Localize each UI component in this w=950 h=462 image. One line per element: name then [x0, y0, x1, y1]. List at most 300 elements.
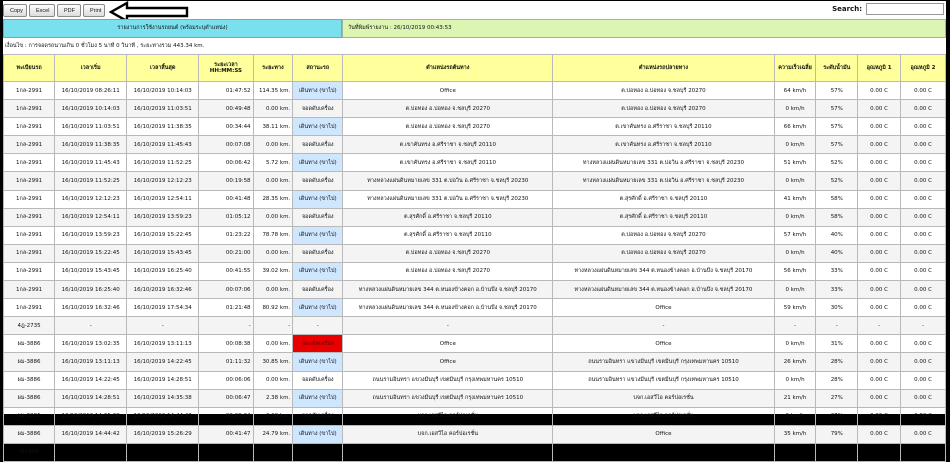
table-cell: - — [293, 443, 343, 461]
table-cell: ต.สุรศักดิ์ อ.ศรีราชา จ.ชลบุรี 20110 — [553, 208, 774, 226]
table-cell: 0.00 C — [858, 190, 901, 208]
column-header[interactable]: อุณหภูมิ 2 — [901, 55, 946, 82]
table-cell: ต.บ่อทอง อ.บ่อทอง จ.ชลบุรี 20270 — [553, 82, 774, 100]
table-cell: - — [816, 317, 858, 335]
table-cell: ทางหลวงแผ่นดินหมายเลข 344 ต.หนองข้างคอก อ.บ้านบึง จ.ชลบุรี 20170 — [553, 281, 774, 299]
table-cell: 0.00 C — [901, 262, 946, 280]
table-row — [4, 226, 946, 244]
table-cell: 0.00 C — [901, 353, 946, 371]
table-cell: 16/10/2019 13:02:35 — [55, 335, 127, 353]
table-cell: 1กล-2991 — [4, 190, 55, 208]
table-cell: บจก.เอสวีไอ คอร์ปอเรชั่น — [343, 425, 553, 443]
table-cell: ทางหลวงแผ่นดินหมายเลข 331 ต.บ่อวิน อ.ศรีราชา จ.ชลบุรี 20230 — [343, 190, 553, 208]
table-row — [4, 100, 946, 118]
table-cell: 35 km/h — [774, 425, 816, 443]
table-cell: 0.00 km. — [253, 172, 293, 190]
table-cell: 0 km/h — [774, 208, 816, 226]
table-cell: ต.บ่อทอง อ.บ่อทอง จ.ชลบุรี 20270 — [343, 118, 553, 136]
table-cell: 0.00 C — [901, 172, 946, 190]
table-row — [4, 172, 946, 190]
table-cell: 0.00 C — [901, 100, 946, 118]
table-cell: 0 km/h — [774, 407, 816, 425]
table-cell: 00:06:06 — [199, 371, 253, 389]
table-cell: 16/10/2019 16:32:46 — [55, 299, 127, 317]
table-cell: 1กล-2991 — [4, 172, 55, 190]
table-cell: 1กล-2991 — [4, 154, 55, 172]
table-cell: ต.สุรศักดิ์ อ.ศรีราชา จ.ชลบุรี 20110 — [553, 190, 774, 208]
table-cell: 0.00 C — [901, 407, 946, 425]
pdf-button[interactable]: PDF — [57, 4, 81, 17]
table-cell: 80.92 km. — [253, 299, 293, 317]
table-cell: 0.00 C — [858, 118, 901, 136]
table-cell: 58% — [816, 190, 858, 208]
table-cell: ต.เขาคันทรง อ.ศรีราชา จ.ชลบุรี 20110 — [553, 136, 774, 154]
table-cell: 0 km/h — [774, 136, 816, 154]
table-cell: 16/10/2019 13:59:23 — [55, 226, 127, 244]
table-cell: 0.00 C — [858, 136, 901, 154]
table-cell: 16/10/2019 11:03:51 — [55, 118, 127, 136]
table-cell: 40% — [816, 226, 858, 244]
status-badge: จอดดับเครื่อง — [293, 371, 343, 389]
table-cell: 1กล-2991 — [4, 136, 55, 154]
table-cell: 0 km/h — [774, 371, 816, 389]
table-cell: 0.00 C — [858, 299, 901, 317]
table-cell: 56 km/h — [774, 262, 816, 280]
table-cell: Office — [553, 299, 774, 317]
table-cell: 1กล-2991 — [4, 299, 55, 317]
table-cell: 57% — [816, 82, 858, 100]
table-cell: 0.00 km. — [253, 208, 293, 226]
table-cell: 38.11 km. — [253, 118, 293, 136]
table-cell: 16/10/2019 11:45:43 — [127, 136, 199, 154]
table-cell: 0.00 C — [858, 371, 901, 389]
status-badge: เดินทาง (ขาไป) — [293, 262, 343, 280]
table-cell: 16/10/2019 15:43:45 — [127, 244, 199, 262]
export-toolbar — [3, 1, 946, 18]
table-cell: 57% — [816, 136, 858, 154]
table-cell: 114.35 km. — [253, 82, 293, 100]
column-header[interactable]: สถานะรถ — [293, 55, 343, 82]
search-input[interactable] — [866, 3, 944, 15]
table-cell: ต.สุรศักดิ์ อ.ศรีราชา จ.ชลบุรี 20110 — [343, 226, 553, 244]
table-cell: ผม-3886 — [4, 407, 55, 425]
table-cell: 1กล-2991 — [4, 262, 55, 280]
table-cell: ต.บ่อทอง อ.บ่อทอง จ.ชลบุรี 20270 — [553, 226, 774, 244]
table-cell: - — [553, 317, 774, 335]
table-row — [4, 82, 946, 100]
table-cell: 16/10/2019 11:38:35 — [55, 136, 127, 154]
column-header[interactable]: ทะเบียนรถ — [4, 55, 55, 82]
table-cell: 28% — [816, 353, 858, 371]
table-cell: ต.เขาคันทรง อ.ศรีราชา จ.ชลบุรี 20110 — [343, 136, 553, 154]
table-cell: 0.00 C — [901, 425, 946, 443]
report-page — [3, 1, 946, 456]
table-cell: 00:19:58 — [199, 172, 253, 190]
table-cell: 0.00 km. — [253, 281, 293, 299]
table-cell: 31% — [816, 335, 858, 353]
table-cell: ต.บ่อทอง อ.บ่อทอง จ.ชลบุรี 20270 — [343, 262, 553, 280]
table-cell: 00:34:44 — [199, 118, 253, 136]
table-cell: 0.00 C — [858, 335, 901, 353]
table-cell: 1กล-2991 — [4, 82, 55, 100]
table-row — [4, 353, 946, 371]
table-cell: 01:23:22 — [199, 226, 253, 244]
table-cell: 33% — [816, 281, 858, 299]
table-cell: 27% — [816, 407, 858, 425]
table-cell: 0 km/h — [774, 100, 816, 118]
table-cell: 16/10/2019 11:38:35 — [127, 118, 199, 136]
table-cell: 58% — [816, 208, 858, 226]
table-cell: 21 km/h — [774, 389, 816, 407]
table-cell: 1กล-2991 — [4, 244, 55, 262]
table-cell: 00:06:47 — [199, 389, 253, 407]
column-header[interactable]: ความเร็วเฉลี่ย — [774, 55, 816, 82]
status-badge: เดินทาง (ขาไป) — [293, 190, 343, 208]
table-cell: 2.38 km. — [253, 389, 293, 407]
report-info-bar — [3, 19, 946, 38]
table-cell: 52% — [816, 154, 858, 172]
table-cell: - — [253, 317, 293, 335]
table-cell: - — [816, 443, 858, 461]
table-cell: Office — [553, 335, 774, 353]
table-cell: 79% — [816, 425, 858, 443]
report-title: รายงานการใช้งานรถยนต์ (พร้อมระบุตำแหน่ง) — [3, 19, 342, 38]
table-cell: 16/10/2019 14:44:42 — [127, 407, 199, 425]
status-badge: เดินทาง (ขาไป) — [293, 353, 343, 371]
column-header[interactable]: ตำแหน่งรถปลายทาง — [553, 55, 774, 82]
status-badge: จอดดับเครื่อง — [293, 100, 343, 118]
table-cell: 0.00 C — [858, 244, 901, 262]
table-cell: 00:09:04 — [199, 407, 253, 425]
table-cell: 16/10/2019 13:11:13 — [55, 353, 127, 371]
table-cell: 0.00 C — [901, 154, 946, 172]
excel-button[interactable]: Excel — [29, 4, 55, 17]
table-cell: 0.00 C — [901, 82, 946, 100]
table-cell: 0.00 km. — [253, 136, 293, 154]
table-cell: 16/10/2019 11:52:25 — [127, 154, 199, 172]
table-cell: 26 km/h — [774, 353, 816, 371]
table-cell: 16/10/2019 11:03:51 — [127, 100, 199, 118]
table-cell: 1กล-2991 — [4, 208, 55, 226]
table-cell: Office — [553, 425, 774, 443]
status-badge: เดินทาง (ขาไป) — [293, 118, 343, 136]
status-badge: จอดดับเครื่อง — [293, 407, 343, 425]
table-cell: 0.00 km. — [253, 407, 293, 425]
table-cell: - — [55, 317, 127, 335]
table-row — [4, 154, 946, 172]
table-cell: ถนนรามอินทรา แขวงมีนบุรี เขตมีนบุรี กรุงเทพมหานคร 10510 — [553, 353, 774, 371]
table-cell: 0.00 C — [858, 154, 901, 172]
table-cell: 0.00 C — [858, 281, 901, 299]
table-cell: 0.00 C — [858, 172, 901, 190]
table-cell: 16/10/2019 15:26:29 — [127, 425, 199, 443]
table-cell: 16/10/2019 12:54:11 — [127, 190, 199, 208]
table-cell: ต.สุรศักดิ์ อ.ศรีราชา จ.ชลบุรี 20110 — [343, 208, 553, 226]
table-cell: 0.00 C — [858, 407, 901, 425]
table-cell: 1กล-2991 — [4, 118, 55, 136]
table-cell: 30.85 km. — [253, 353, 293, 371]
status-badge: เดินทาง (ขาไป) — [293, 299, 343, 317]
column-header[interactable]: ระดับน้ำมัน — [816, 55, 858, 82]
table-cell: 57 km/h — [774, 226, 816, 244]
table-cell: 16/10/2019 16:25:40 — [127, 262, 199, 280]
table-cell: 16/10/2019 11:52:25 — [55, 172, 127, 190]
table-cell: 0.00 km. — [253, 335, 293, 353]
table-cell: 0.00 C — [901, 335, 946, 353]
table-cell: ต.เขาคันทรง อ.ศรีราชา จ.ชลบุรี 20110 — [553, 118, 774, 136]
table-cell: 00:49:48 — [199, 100, 253, 118]
table-row — [4, 389, 946, 407]
table-cell: - — [199, 443, 253, 461]
table-cell: ต.บ่อทอง อ.บ่อทอง จ.ชลบุรี 20270 — [343, 244, 553, 262]
table-cell: 0.00 C — [901, 190, 946, 208]
table-cell: - — [199, 317, 253, 335]
table-cell: 00:07:08 — [199, 136, 253, 154]
table-cell: 52% — [816, 172, 858, 190]
table-cell: 16/10/2019 14:35:38 — [55, 407, 127, 425]
table-cell: 51 km/h — [774, 154, 816, 172]
table-cell: 0 km/h — [774, 335, 816, 353]
table-cell: 0.00 km. — [253, 244, 293, 262]
table-cell: 0.00 km. — [253, 371, 293, 389]
table-cell: ผม-3886 — [4, 389, 55, 407]
table-cell: 0.00 C — [901, 389, 946, 407]
print-date: วันที่พิมพ์รายงาน : 26/10/2019 00:43:53 — [342, 19, 946, 38]
table-cell: ถนนรามอินทรา แขวงมีนบุรี เขตมีนบุรี กรุงเทพมหานคร 10510 — [343, 371, 553, 389]
table-cell: 00:21:00 — [199, 244, 253, 262]
table-cell: 40% — [816, 244, 858, 262]
table-cell: - — [774, 443, 816, 461]
table-row — [4, 281, 946, 299]
table-row — [4, 335, 946, 353]
table-cell: 01:05:12 — [199, 208, 253, 226]
trip-table — [3, 54, 946, 462]
table-cell: 0.00 C — [901, 118, 946, 136]
table-cell: 16/10/2019 08:26:11 — [55, 82, 127, 100]
table-cell: 00:08:38 — [199, 335, 253, 353]
table-cell: ทางหลวงแผ่นดินหมายเลข 331 ต.บ่อวิน อ.ศรีราชา จ.ชลบุรี 20230 — [553, 154, 774, 172]
table-cell: 16/10/2019 16:32:46 — [127, 281, 199, 299]
table-cell: - — [901, 443, 946, 461]
table-cell: 4ฎ-2735 — [4, 317, 55, 335]
table-cell: ผม-3886 — [4, 353, 55, 371]
table-cell: 1กล-2991 — [4, 100, 55, 118]
status-badge: จอดดับเครื่อง — [293, 244, 343, 262]
status-badge: จอดดับเครื่อง — [293, 136, 343, 154]
table-cell: บจก.เอสวีไอ คอร์ปอเรชั่น — [553, 389, 774, 407]
table-cell: 00:41:55 — [199, 262, 253, 280]
table-cell: ผม-3886 — [4, 335, 55, 353]
table-row — [4, 425, 946, 443]
table-cell: 16/10/2019 10:14:03 — [55, 100, 127, 118]
table-cell: 0.00 C — [901, 244, 946, 262]
status-badge: จอดติดเครื่อง — [293, 335, 343, 353]
table-cell: 00:41:47 — [199, 425, 253, 443]
status-badge: เดินทาง (ขาไป) — [293, 425, 343, 443]
table-cell: 0.00 C — [858, 226, 901, 244]
table-cell: 01:47:52 — [199, 82, 253, 100]
table-cell: ผม-3886 — [4, 425, 55, 443]
table-header-row — [4, 55, 946, 82]
table-cell: 16/10/2019 15:22:45 — [55, 244, 127, 262]
table-cell: 24.79 km. — [253, 425, 293, 443]
search-label: Search: — [832, 5, 862, 13]
table-cell: 01:11:32 — [199, 353, 253, 371]
table-cell: 57% — [816, 100, 858, 118]
status-badge: จอดดับเครื่อง — [293, 281, 343, 299]
column-header[interactable]: ระยะเวลา HH:MM:SS — [199, 55, 253, 82]
table-cell: - — [553, 443, 774, 461]
table-cell: บจก.เอสวีไอ คอร์ปอเรชั่น — [553, 407, 774, 425]
table-cell: 27% — [816, 389, 858, 407]
table-cell: 0.00 C — [858, 208, 901, 226]
table-cell: 39.02 km. — [253, 262, 293, 280]
table-row — [4, 244, 946, 262]
table-cell: 0.00 C — [901, 136, 946, 154]
table-cell: 0.00 C — [901, 371, 946, 389]
table-cell: ศก-409 — [4, 443, 55, 461]
table-row — [4, 299, 946, 317]
status-badge: เดินทาง (ขาไป) — [293, 226, 343, 244]
table-cell: 16/10/2019 13:11:13 — [127, 335, 199, 353]
table-cell: 0.00 C — [858, 82, 901, 100]
table-cell: 16/10/2019 14:22:45 — [55, 371, 127, 389]
table-cell: 16/10/2019 17:54:34 — [127, 299, 199, 317]
table-cell: 0.00 C — [858, 100, 901, 118]
table-cell: 16/10/2019 10:14:03 — [127, 82, 199, 100]
status-badge: จอดดับเครื่อง — [293, 172, 343, 190]
report-summary: เงื่อนไข : การจอดรถนานเกิน 0 ชั่วโมง 5 นาที 0 วินาที , ระยะทางรวม 443.34 km. — [5, 43, 205, 49]
table-cell: 16/10/2019 14:28:51 — [55, 389, 127, 407]
table-row — [4, 208, 946, 226]
table-cell: 28.35 km. — [253, 190, 293, 208]
table-row — [4, 407, 946, 425]
table-cell: 16/10/2019 12:12:23 — [127, 172, 199, 190]
table-cell: 0 km/h — [774, 172, 816, 190]
status-badge: เดินทาง (ขาไป) — [293, 389, 343, 407]
table-row — [4, 317, 946, 335]
table-cell: 0.00 C — [901, 299, 946, 317]
table-cell: 16/10/2019 15:43:45 — [55, 262, 127, 280]
table-cell: 16/10/2019 14:22:45 — [127, 353, 199, 371]
table-cell: Office — [343, 335, 553, 353]
table-row — [4, 118, 946, 136]
table-cell: - — [253, 443, 293, 461]
table-row — [4, 136, 946, 154]
table-cell: 01:21:48 — [199, 299, 253, 317]
table-cell: 1กล-2991 — [4, 281, 55, 299]
table-cell: ทางหลวงแผ่นดินหมายเลข 344 ต.หนองข้างคอก อ.บ้านบึง จ.ชลบุรี 20170 — [343, 299, 553, 317]
table-cell: ต.บ่อทอง อ.บ่อทอง จ.ชลบุรี 20270 — [343, 100, 553, 118]
table-cell: 28% — [816, 371, 858, 389]
table-cell: 16/10/2019 14:44:42 — [55, 425, 127, 443]
column-header[interactable]: ระยะทาง — [253, 55, 293, 82]
table-cell: ผม-3886 — [4, 371, 55, 389]
table-cell: 00:41:48 — [199, 190, 253, 208]
table-cell: 16/10/2019 11:45:43 — [55, 154, 127, 172]
table-row — [4, 371, 946, 389]
table-cell: 16/10/2019 15:22:45 — [127, 226, 199, 244]
table-cell: 0 km/h — [774, 281, 816, 299]
table-cell: 16/10/2019 14:28:51 — [127, 371, 199, 389]
table-cell: ถนนรามอินทรา แขวงมีนบุรี เขตมีนบุรี กรุงเทพมหานคร 10510 — [553, 371, 774, 389]
table-cell: ทางหลวงแผ่นดินหมายเลข 331 ต.บ่อวิน อ.ศรีราชา จ.ชลบุรี 20230 — [343, 172, 553, 190]
table-cell: - — [343, 317, 553, 335]
table-cell: - — [858, 317, 901, 335]
table-cell: 41 km/h — [774, 190, 816, 208]
table-cell: 5.72 km. — [253, 154, 293, 172]
table-cell: - — [55, 443, 127, 461]
table-cell: 16/10/2019 14:35:38 — [127, 389, 199, 407]
table-cell: 30% — [816, 299, 858, 317]
table-cell: บจก.เอสวีไอ คอร์ปอเรชั่น — [343, 407, 553, 425]
status-badge: เดินทาง (ขาไป) — [293, 82, 343, 100]
table-row — [4, 262, 946, 280]
table-cell: 78.78 km. — [253, 226, 293, 244]
table-cell: - — [343, 443, 553, 461]
table-cell: 16/10/2019 12:54:11 — [55, 208, 127, 226]
table-cell: Office — [343, 82, 553, 100]
table-row — [4, 190, 946, 208]
column-header[interactable]: อุณหภูมิ 1 — [858, 55, 901, 82]
table-cell: 0.00 km. — [253, 100, 293, 118]
column-header[interactable]: เวลาเริ่ม — [55, 55, 127, 82]
table-cell: 16/10/2019 13:59:23 — [127, 208, 199, 226]
table-cell: ทางหลวงแผ่นดินหมายเลข 344 ต.หนองข้างคอก อ.บ้านบึง จ.ชลบุรี 20170 — [343, 281, 553, 299]
table-cell: 57% — [816, 118, 858, 136]
table-cell: 0.00 C — [858, 389, 901, 407]
table-cell: 59 km/h — [774, 299, 816, 317]
table-cell: - — [858, 443, 901, 461]
table-cell: ต.เขาคันทรง อ.ศรีราชา จ.ชลบุรี 20110 — [343, 154, 553, 172]
print-button[interactable]: Print — [83, 4, 105, 17]
table-cell: 0.00 C — [901, 226, 946, 244]
table-cell: - — [901, 317, 946, 335]
table-row — [4, 443, 946, 461]
table-cell: ต.บ่อทอง อ.บ่อทอง จ.ชลบุรี 20270 — [553, 100, 774, 118]
table-cell: 00:07:06 — [199, 281, 253, 299]
table-cell: 33% — [816, 262, 858, 280]
trip-table-wrapper — [3, 54, 946, 456]
table-cell: 1กล-2991 — [4, 226, 55, 244]
table-cell: 64 km/h — [774, 82, 816, 100]
table-cell: 0.00 C — [858, 425, 901, 443]
table-cell: 0 km/h — [774, 244, 816, 262]
table-cell: ทางหลวงแผ่นดินหมายเลข 331 ต.บ่อวิน อ.ศรีราชา จ.ชลบุรี 20230 — [553, 172, 774, 190]
table-cell: 16/10/2019 16:25:40 — [55, 281, 127, 299]
column-header[interactable]: เวลาสิ้นสุด — [127, 55, 199, 82]
table-cell: - — [127, 317, 199, 335]
table-cell: Office — [343, 353, 553, 371]
status-badge: เดินทาง (ขาไป) — [293, 154, 343, 172]
table-cell: - — [293, 317, 343, 335]
table-cell: 0.00 C — [901, 208, 946, 226]
column-header[interactable]: ตำแหน่งรถต้นทาง — [343, 55, 553, 82]
table-cell: 0.00 C — [858, 262, 901, 280]
table-cell: 16/10/2019 12:12:23 — [55, 190, 127, 208]
table-cell: ถนนรามอินทรา แขวงมีนบุรี เขตมีนบุรี กรุงเทพมหานคร 10510 — [343, 389, 553, 407]
table-cell: 66 km/h — [774, 118, 816, 136]
status-badge: จอดดับเครื่อง — [293, 208, 343, 226]
table-cell: ต.บ่อทอง อ.บ่อทอง จ.ชลบุรี 20270 — [553, 244, 774, 262]
table-cell: 0.00 C — [858, 353, 901, 371]
table-cell: - — [774, 317, 816, 335]
table-cell: ทางหลวงแผ่นดินหมายเลข 344 ต.หนองข้างคอก อ.บ้านบึง จ.ชลบุรี 20170 — [553, 262, 774, 280]
copy-button[interactable]: Copy — [3, 4, 27, 17]
table-cell: 00:06:42 — [199, 154, 253, 172]
table-cell: 0.00 C — [901, 281, 946, 299]
table-cell: - — [127, 443, 199, 461]
